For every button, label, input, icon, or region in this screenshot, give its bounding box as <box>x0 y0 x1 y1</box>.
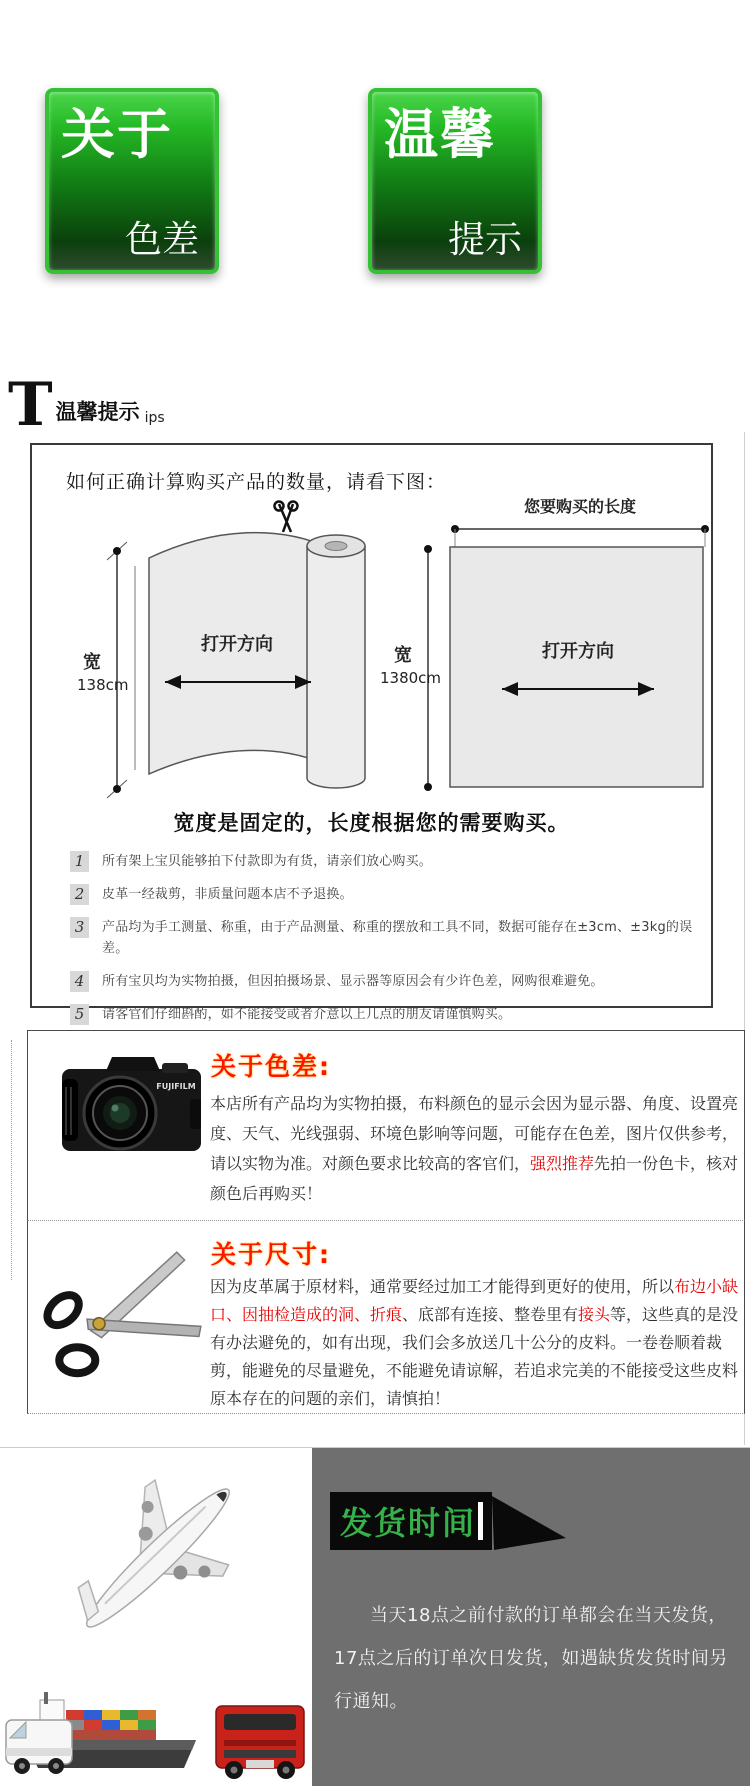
sheet-width-label: 宽 <box>394 645 412 666</box>
badge-line2: 色差 <box>125 218 199 261</box>
note-number: 5 <box>70 1004 89 1025</box>
fabric-roll-diagram <box>77 500 377 812</box>
tips-header-title: 温馨提示 <box>55 399 140 424</box>
note-text: 皮革一经裁剪，非质量问题本店不予退换。 <box>102 887 353 902</box>
shipping-time-banner <box>330 1492 570 1554</box>
note-number: 2 <box>70 884 89 905</box>
shipping-section <box>0 1447 750 1786</box>
badge-line2: 提示 <box>448 218 522 261</box>
note-number: 4 <box>70 971 89 992</box>
roll-direction-label: 打开方向 <box>201 634 273 655</box>
note-row <box>70 917 703 959</box>
badge-warm-tips <box>368 88 542 274</box>
camera-brand-label: FUJIFILM <box>156 1082 196 1091</box>
scissors-icon <box>275 502 298 533</box>
truck-icon <box>216 1706 304 1779</box>
sheet-width-value: 1380cm <box>380 669 442 687</box>
badge-about-color <box>45 88 219 274</box>
notes-list <box>70 851 703 1037</box>
note-number: 1 <box>70 851 89 872</box>
note-row <box>70 851 703 872</box>
guide-title: 如何正确计算购买产品的数量，请看下图： <box>66 471 447 493</box>
color-difference-box <box>27 1030 745 1221</box>
quantity-guide-box <box>30 443 713 1023</box>
badge-line1: 温馨 <box>384 103 496 166</box>
badge-line1: 关于 <box>61 103 173 166</box>
color-section-paragraph: 本店所有产品均为实物拍摄，布料颜色的显示会因为显示器、角度、设置亮度、天气、光线强弱、环境色影响等问题，可能存在色差，图片仅供参考，请以实物为准。对颜色要求比较高的客官们，强烈推荐先拍一份色卡，核对颜色后再购买！ <box>210 1094 739 1203</box>
note-text: 所有架上宝贝能够拍下付款即为有货，请亲们放心购买。 <box>102 854 433 869</box>
length-label: 您要购买的长度 <box>523 497 637 516</box>
note-text: 所有宝贝均为实物拍摄，但因拍摄场景、显示器等原因会有少许色差，网购很难避免。 <box>102 974 604 989</box>
note-text: 产品均为手工测量、称重，由于产品测量、称重的摆放和工具不同，数据可能存在±3cm、±3kg的误差。 <box>102 920 693 956</box>
camera-image <box>54 1043 209 1168</box>
module-left-rail <box>11 1040 12 1280</box>
note-row <box>70 884 703 905</box>
note-row <box>70 971 703 992</box>
size-section-paragraph: 因为皮革属于原材料，通常要经过加工才能得到更好的使用，所以布边小缺口、因抽检造成的洞、折痕、底部有连接、整卷里有接头等，这些真的是没有办法避免的，如有出现，我们会多放送几十公分的皮料。一卷卷顺着裁剪，能避免的尽量避免，不能避免请谅解，若追求完美的不能接受这些皮料原本存在的问题的亲们，请慎拍！ <box>210 1277 739 1408</box>
scissors-image <box>36 1241 216 1391</box>
size-section-title: 关于尺寸: <box>211 1240 331 1269</box>
shipping-banner-label: 发货时间 <box>340 1504 477 1542</box>
logistics-photo <box>0 1448 312 1786</box>
drop-cap-t: T <box>8 370 53 440</box>
size-box <box>27 1221 745 1414</box>
airplane-icon <box>46 1448 269 1668</box>
note-text: 请客官们仔细斟酌，如不能接受或者介意以上几点的朋友请谨慎购买。 <box>102 1007 512 1022</box>
tips-header-suffix: ips <box>144 410 165 426</box>
color-section-title: 关于色差: <box>211 1052 331 1081</box>
note-number: 3 <box>70 917 89 938</box>
logistics-illustration <box>0 1448 312 1786</box>
shipping-text: 当天18点之前付款的订单都会在当天发货，17点之后的订单次日发货，如遇缺货发货时间另行通知。 <box>334 1605 728 1712</box>
sheet-direction-label: 打开方向 <box>542 641 614 662</box>
opened-sheet-diagram <box>380 495 715 811</box>
roll-width-value: 138cm <box>77 676 129 694</box>
guide-summary: 宽度是固定的，长度根据您的需要购买。 <box>173 811 570 835</box>
note-row <box>70 1004 703 1025</box>
tips-section-header <box>8 370 165 440</box>
shipping-panel <box>312 1448 750 1786</box>
roll-width-label: 宽 <box>83 652 101 673</box>
